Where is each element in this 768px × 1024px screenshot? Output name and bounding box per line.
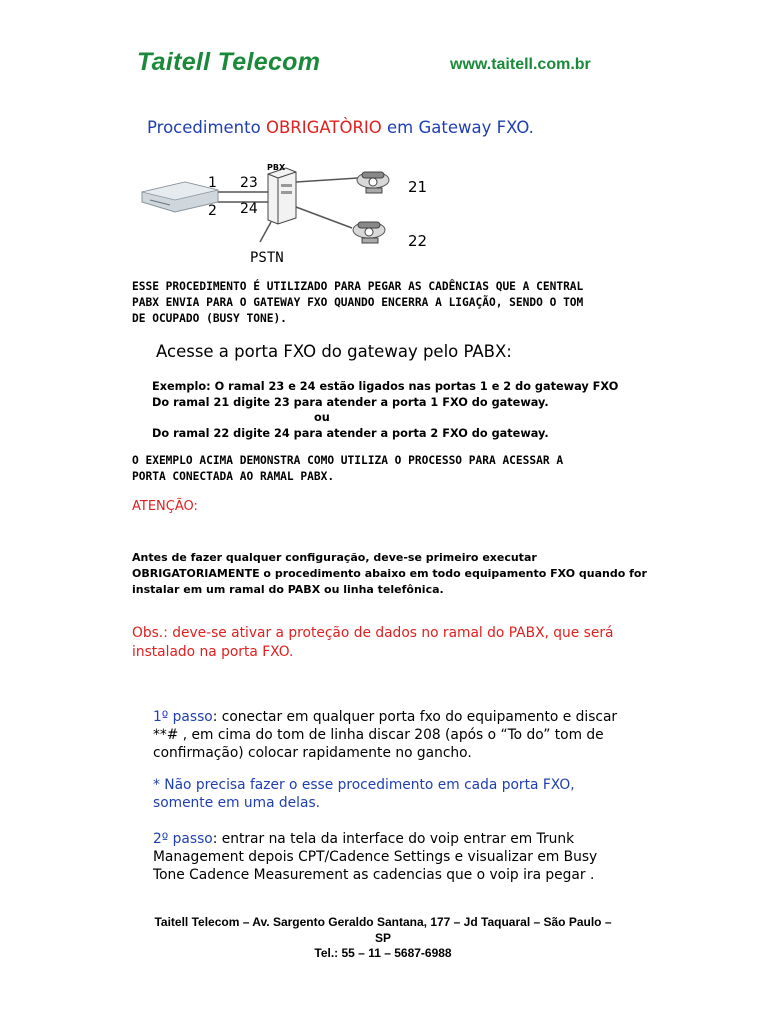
footer-phone: Tel.: 55 – 11 – 5687-6988 — [314, 946, 452, 960]
brand-title: Taitell Telecom — [137, 48, 321, 76]
example-line: Do ramal 22 digite 24 para atender a porta 2 FXO do gateway. — [152, 426, 549, 440]
demo-line: PORTA CONECTADA AO RAMAL PABX. — [132, 470, 335, 483]
extension-label-22: 22 — [408, 232, 428, 250]
note-paragraph — [153, 776, 643, 812]
extension-label-21: 21 — [408, 178, 428, 196]
warning-line: instalar em um ramal do PABX ou linha telefônica. — [132, 583, 444, 596]
intro-line: PABX ENVIA PARA O GATEWAY FXO QUANDO ENCERRA A LIGAÇÃO, SENDO O TOM — [132, 296, 584, 309]
example-or: ou — [314, 411, 330, 424]
step-2-label: 2º passo — [153, 831, 213, 847]
procedure-title-suffix: em Gateway FXO. — [381, 118, 534, 137]
warning-paragraph — [132, 550, 652, 598]
line-label-2: 2 — [208, 203, 217, 219]
example-line: Do ramal 21 digite 23 para atender a porta 1 FXO do gateway. — [152, 395, 549, 409]
procedure-title-prefix: Procedimento — [147, 118, 266, 137]
pbx-server-icon — [268, 168, 296, 224]
step-2-text: : entrar na tela da interface do voip entrar em Trunk — [212, 831, 575, 847]
step-2-line — [153, 830, 643, 848]
warning-line: OBRIGATORIAMENTE o procedimento abaixo em todo equipamento FXO quando for — [132, 567, 647, 580]
example-block — [152, 379, 618, 441]
attention-heading: ATENÇÃO: — [132, 499, 198, 514]
demo-paragraph — [132, 453, 652, 485]
page-footer — [118, 915, 648, 962]
step-1-text: : conectar em qualquer porta fxo do equipamento e discar — [212, 709, 618, 725]
website-link[interactable]: www.taitell.com.br — [450, 56, 591, 73]
phone-icon — [353, 222, 385, 243]
intro-line: DE OCUPADO (BUSY TONE). — [132, 312, 287, 325]
step-2-line: Tone Cadence Measurement as cadencias que o voip ira pegar . — [153, 867, 595, 883]
port-label-24: 24 — [240, 201, 258, 217]
footer-address: Taitell Telecom – Av. Sargento Geraldo Santana, 177 – Jd Taquaral – São Paulo – — [154, 915, 612, 929]
obs-line: Obs.: deve-se ativar a proteção de dados no ramal do PABX, que será — [132, 625, 614, 641]
step-1-line: **# , em cima do tom de linha discar 208 (após o “To do” tom de — [153, 727, 604, 743]
note-line: somente em uma delas. — [153, 795, 321, 811]
phone-icon — [357, 172, 389, 193]
demo-line: O EXEMPLO ACIMA DEMONSTRA COMO UTILIZA O PROCESSO PARA ACESSAR A — [132, 454, 564, 467]
step-2-line: Management depois CPT/Cadence Settings e visualizar em Busy — [153, 849, 598, 865]
port-label-23: 23 — [240, 175, 258, 191]
pstn-label: PSTN — [250, 250, 284, 266]
example-line: Exemplo: O ramal 23 e 24 estão ligados nas portas 1 e 2 do gateway FXO — [152, 380, 619, 393]
step-1-label: 1º passo — [153, 709, 213, 725]
warning-line: Antes de fazer qualquer configuração, deve-se primeiro executar — [132, 551, 537, 564]
procedure-title — [147, 118, 534, 137]
line-label-1: 1 — [208, 175, 217, 191]
network-diagram — [140, 162, 440, 272]
pbx-label: PBX — [267, 163, 286, 172]
intro-paragraph — [132, 279, 652, 327]
access-heading: Acesse a porta FXO do gateway pelo PABX: — [156, 342, 512, 361]
step-1 — [153, 708, 643, 762]
intro-line: ESSE PROCEDIMENTO É UTILIZADO PARA PEGAR AS CADÊNCIAS QUE A CENTRAL — [132, 280, 584, 293]
step-2 — [153, 830, 643, 884]
procedure-title-highlight: OBRIGATÒRIO — [265, 118, 382, 137]
step-1-line — [153, 708, 643, 726]
step-1-line: confirmação) colocar rapidamente no gancho. — [153, 745, 472, 761]
obs-line: instalado na porta FXO. — [132, 644, 294, 660]
obs-note — [132, 624, 652, 662]
note-line: * Não precisa fazer o esse procedimento em cada porta FXO, — [153, 777, 575, 793]
gateway-device-icon — [142, 182, 218, 212]
footer-state: SP — [374, 930, 391, 945]
